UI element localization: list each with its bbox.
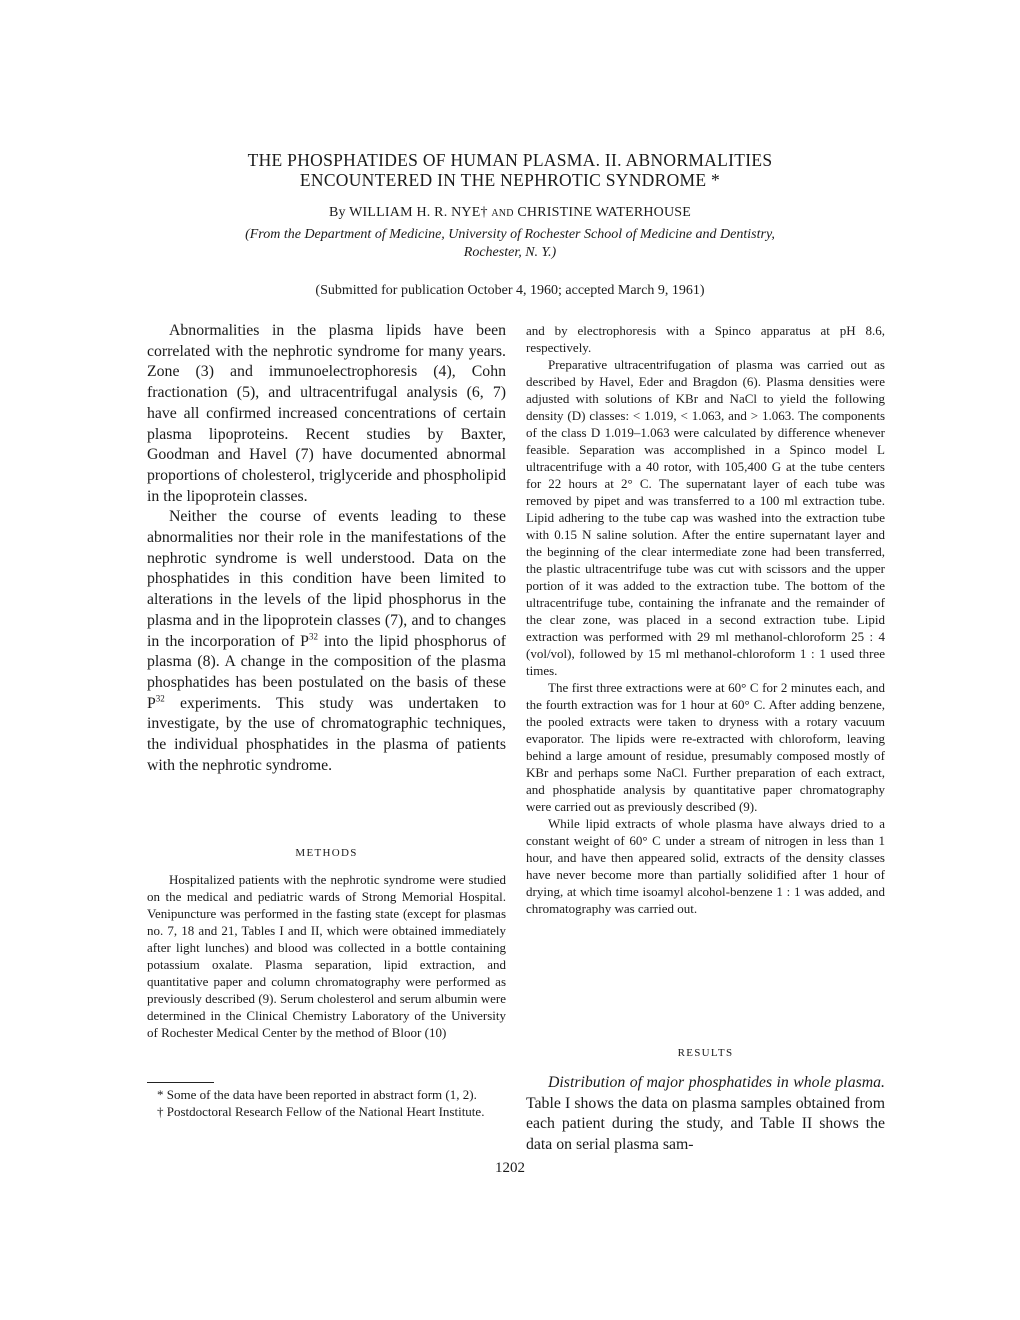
affiliation-line-1: (From the Department of Medicine, University of Rochester School of Medicine and Dentistry,: [245, 227, 775, 242]
and-word: AND: [491, 208, 514, 219]
author-2: CHRISTINE WATERHOUSE: [517, 205, 692, 220]
title-line-1: THE PHOSPHATIDES OF HUMAN PLASMA. II. ABNORMALITIES: [247, 150, 773, 170]
right-paragraph-3: While lipid extracts of whole plasma have always dried to a constant weight of 60° C under a stream of nitrogen in less than 1 hour, and have then appeared solid, extracts of the density classes have never become more than partially solidified after 1 hour of drying, at which time isoamyl alcohol-benzene 1 : 1 was added, and chromatography was carried out.: [526, 816, 885, 916]
intro-paragraph-2: [147, 507, 506, 776]
affiliation-line-2: Rochester, N. Y.): [463, 245, 557, 260]
results-text: [526, 1073, 885, 1156]
results-subheading: Distribution of major phosphatides in whole plasma.: [548, 1074, 885, 1091]
article-title: [100, 150, 920, 190]
title-line-2: ENCOUNTERED IN THE NEPHROTIC SYNDROME *: [299, 170, 721, 190]
methods-text: [147, 871, 506, 1041]
right-paragraph-0: and by electrophoresis with a Spinco apparatus at pH 8.6, respectively.: [526, 323, 885, 355]
intro-text: [147, 321, 506, 776]
footnotes: [147, 1086, 506, 1120]
methods-paragraph-1: Hospitalized patients with the nephrotic syndrome were studied on the medical and pediatric wards of Strong Memorial Hospital. Venipuncture was performed in the fasting state (except for plasmas no. 7, 18 and 21, Tables I and II, which were obtained immediately after light lunches) and blood was collected in a bottle containing potassium oxalate. Plasma separation, lipid extraction, and quantitative paper and column chromatography were performed as previously described (9). Serum cholesterol and serum albumin were determined in the Clinical Chemistry Laboratory of the University of Rochester Medical Center by the method of Bloor (10): [147, 872, 506, 1040]
results-body: Table I shows the data on plasma samples obtained from each patient during the study, and Table II shows the data on serial plasma sam-: [526, 1094, 885, 1154]
right-column-text: [526, 322, 885, 917]
author-1-mark: †: [480, 205, 488, 220]
footnote-rule: [147, 1082, 214, 1083]
right-paragraph-2: The first three extractions were at 60° C for 2 minutes each, and the fourth extraction was for 1 hour at 60° C. After adding benzene, the pooled extracts were taken to dryness with a rotary vacuum evaporator. The lipids were re-extracted with chloroform, leaving behind a large amount of residue, presumably composed mostly of KBr and perhaps some NaCl. Further preparation of each extract, and phosphatide analysis by quantitative paper chromatography were carried out as previously described (9).: [526, 680, 885, 814]
intro-p2-part-b: into the lipid phosphorus of plasma (8). A change in the composition of the plasma phosphatides has been postulated on the basis of these P: [147, 632, 506, 712]
affiliation: [150, 226, 870, 262]
page-number: 1202: [495, 1160, 525, 1176]
methods-heading: METHODS: [295, 847, 358, 859]
intro-paragraph-1: Abnormalities in the plasma lipids have been correlated with the nephrotic syndrome for many years. Zone (3) and immunoelectrophoresis (4), Cohn fractionation (5), and ultracentrifugal analysis (6, 7) have all confirmed increased concentrations of certain plasma lipoproteins. Recent studies by Baxter, Goodman and Havel (7) have documented abnormal proportions of cholesterol, triglyceride and phospholipid in the lipoprotein classes.: [147, 322, 506, 505]
intro-p2-part-c: experiments. This study was undertaken to investigate, by the use of chromatographic techniques, the individual phosphatides in the plasma of patients with the nephrotic syndrome.: [147, 694, 506, 774]
by-prefix: By: [328, 205, 346, 220]
submission-dates: (Submitted for publication October 4, 1960; accepted March 9, 1961): [315, 283, 705, 298]
footnote-1: * Some of the data have been reported in abstract form (1, 2).: [157, 1087, 477, 1102]
right-paragraph-1: Preparative ultracentrifugation of plasma was carried out as described by Havel, Eder and Bragdon (6). Plasma densities were adjusted with solutions of KBr and NaCl to yield the following density (D) classes: < 1.019, < 1.063, and > 1.063. The components of the class D 1.019–1.063 were calculated by difference whenever feasible. Separation was accomplished in a Spinco model L ultracentrifuge with a 40 rotor, with 105,400 G at the tube centers for 22 hours at 2° C. The supernatant layer of each tube was removed by pipet and was transferred to a 100 ml extraction tube. Lipid adhering to the tube cap was washed into the extraction tube with 0.15 N saline solution. After the entire supernatant layer and the beginning of the clear intermediate zone had been transferred, the plastic ultracentrifuge tube was cut with scissors and the upper portion of it was added to the extraction tube. The bottom of the ultracentrifuge tube, containing the infranate and the remainder of the clear zone, was placed in a second extraction tube. Lipid extraction was performed with 29 ml methanol-chloroform 25 : 4 (vol/vol), followed by 15 ml methanol-chloroform 1 : 1 used three times.: [526, 357, 885, 678]
p32-superscript: 32: [308, 631, 318, 642]
results-heading: RESULTS: [677, 1047, 734, 1059]
intro-p2-part-a: Neither the course of events leading to these abnormalities nor their role in the manifestations of the nephrotic syndrome is well understood. Data on the phosphatides in this condition have been limited to alterations in the levels of the lipid phosphorus in the plasma and in the lipoprotein classes (7), and to changes in the incorporation of P: [147, 508, 506, 650]
byline: [100, 205, 920, 221]
p32-superscript: 32: [155, 693, 165, 704]
results-paragraph-1: [526, 1073, 885, 1156]
author-1: WILLIAM H. R. NYE: [349, 205, 481, 220]
footnote-2: † Postdoctoral Research Fellow of the National Heart Institute.: [157, 1104, 485, 1119]
